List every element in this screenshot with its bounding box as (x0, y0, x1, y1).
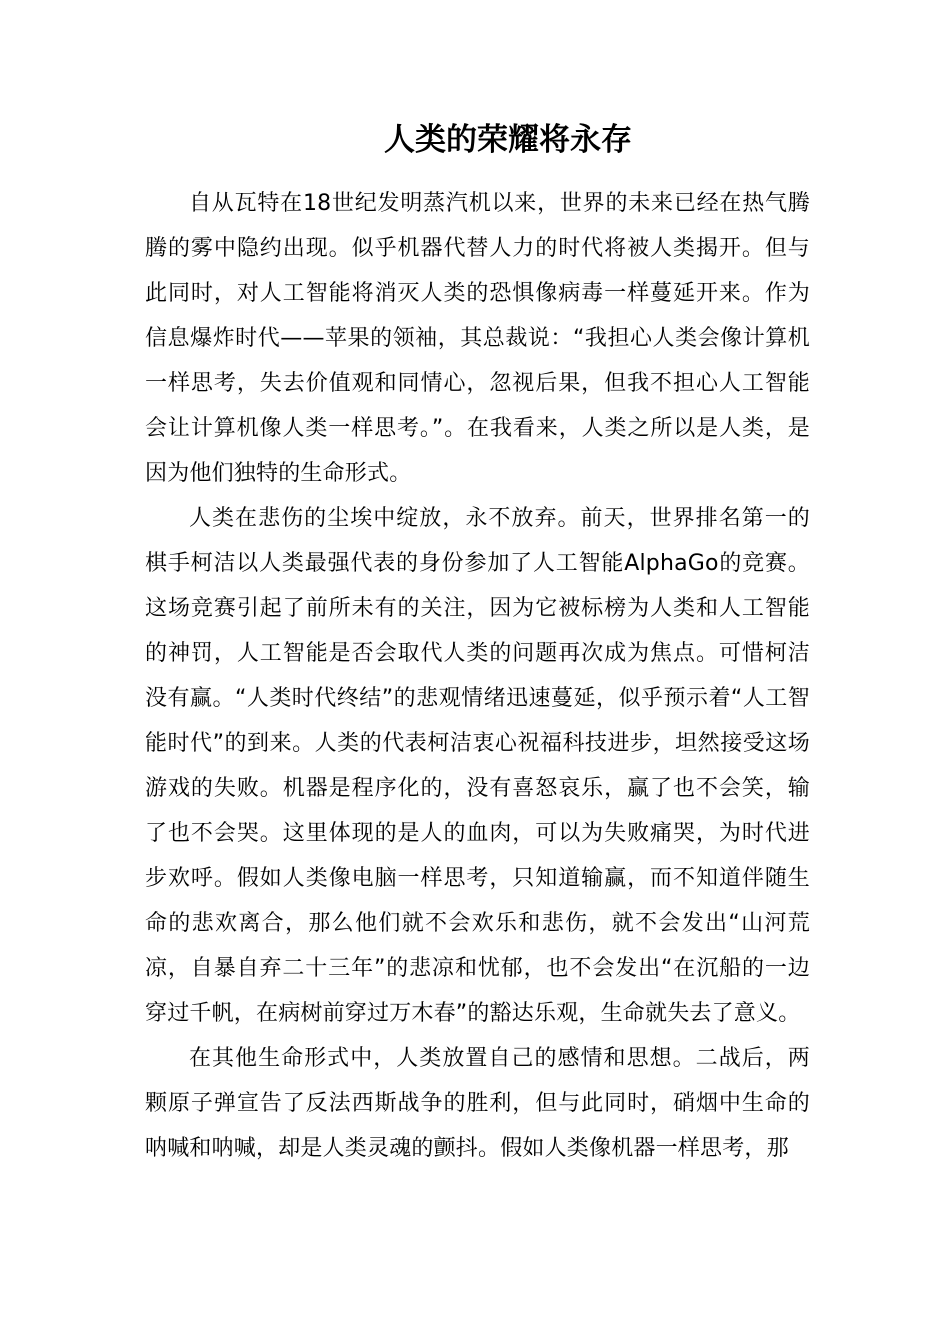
document-body (145, 181, 810, 1171)
paragraph-2: 人类在悲伤的尘埃中绽放，永不放弃。前天，世界排名第一的棋手柯洁以人类最强代表的身份参加了人工智能AlphaGo的竞赛。这场竞赛引起了前所未有的关注，因为它被标榜为人类和人工智能的神罚，人工智能是否会取代人类的问题再次成为焦点。可惜柯洁没有赢。“人类时代终结”的悲观情绪迅速蔓延，似乎预示着“人工智能时代”的到来。人类的代表柯洁衷心祝福科技进步，坦然接受这场游戏的失败。机器是程序化的，没有喜怒哀乐，赢了也不会笑，输了也不会哭。这里体现的是人的血肉，可以为失败痛哭，为时代进步欢呼。假如人类像电脑一样思考，只知道输赢，而不知道伴随生命的悲欢离合，那么他们就不会欢乐和悲伤，就不会发出“山河荒凉，自暴自弃二十三年”的悲凉和忧郁，也不会发出“在沉船的一边穿过千帆，在病树前穿过万木春”的豁达乐观，生命就失去了意义。 (145, 506, 810, 1026)
paragraph-1: 自从瓦特在18世纪发明蒸汽机以来，世界的未来已经在热气腾腾的雾中隐约出现。似乎机器代替人力的时代将被人类揭开。但与此同时，对人工智能将消灭人类的恐惧像病毒一样蔓延开来。作为信息爆炸时代——苹果的领袖，其总裁说：“我担心人类会像计算机一样思考，失去价值观和同情心，忽视后果，但我不担心人工智能会让计算机像人类一样思考。”。在我看来，人类之所以是人类，是因为他们独特的生命形式。 (145, 191, 810, 486)
document-title: 人类的荣耀将永存 (384, 122, 632, 158)
paragraph-3: 在其他生命形式中，人类放置自己的感情和思想。二战后，两颗原子弹宣告了反法西斯战争的胜利，但与此同时，硝烟中生命的呐喊和呐喊，却是人类灵魂的颤抖。假如人类像机器一样思考，那 (145, 1046, 810, 1161)
